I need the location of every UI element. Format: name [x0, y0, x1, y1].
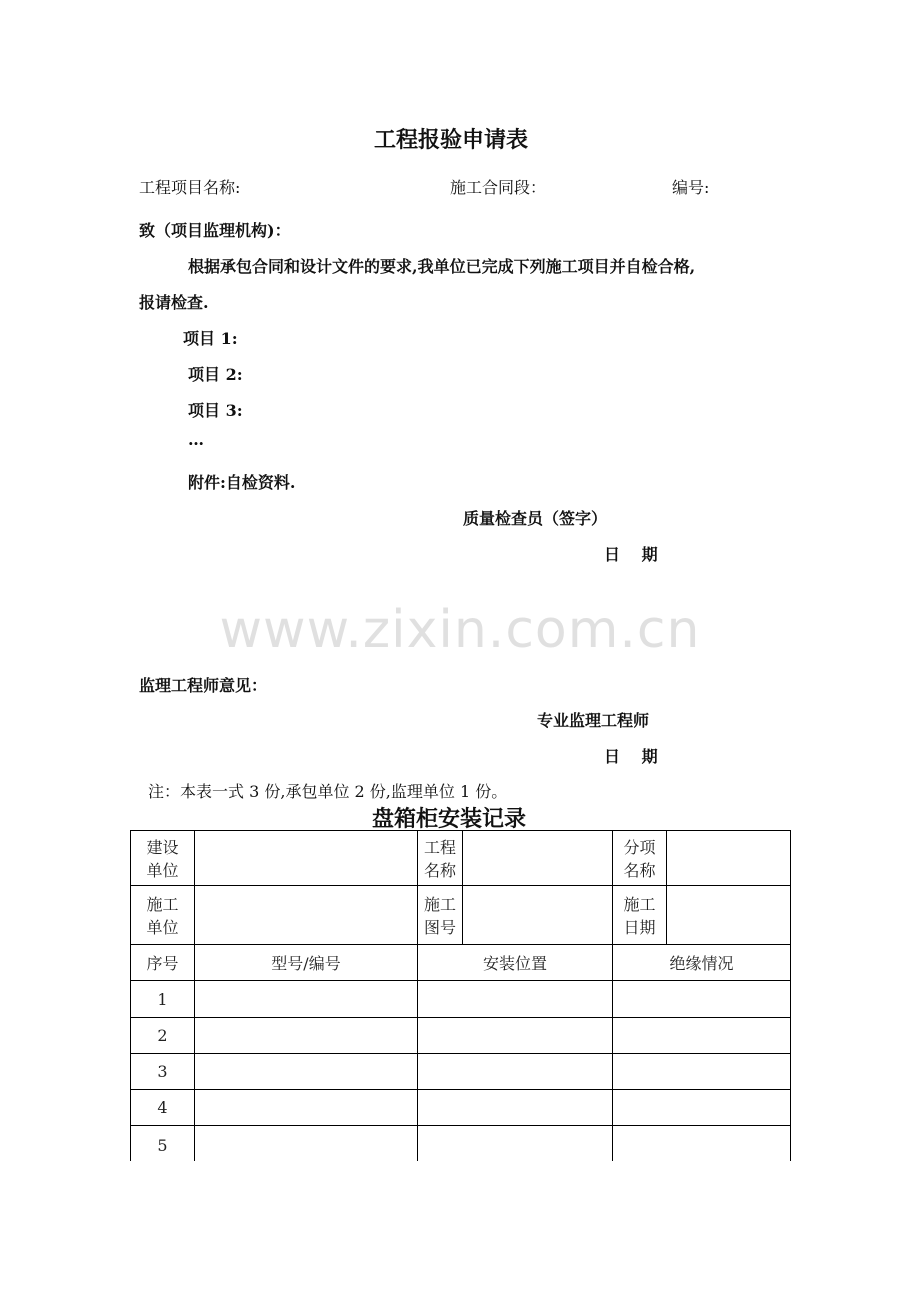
record-title: 盘箱柜安装记录: [372, 806, 527, 832]
project-name-label: 工程项目名称:: [139, 178, 241, 197]
row-number: 2: [131, 1018, 195, 1054]
drawing-number-value[interactable]: [463, 886, 613, 945]
insulation-cell[interactable]: [613, 1018, 791, 1054]
col-header-model: 型号/编号: [195, 945, 418, 981]
inspector-signature-label: 质量检查员（签字）: [463, 509, 608, 528]
location-cell[interactable]: [418, 1018, 613, 1054]
table-row: [131, 1054, 791, 1090]
table-row: [131, 1126, 791, 1166]
supervisor-signature-label: 专业监理工程师: [537, 711, 650, 730]
watermark: www.zixin.com.cn: [219, 600, 701, 660]
insulation-cell[interactable]: [613, 1126, 791, 1166]
project-name-cell-label: 工程 名称: [418, 831, 463, 886]
insulation-cell[interactable]: [613, 1090, 791, 1126]
table-row: [131, 1018, 791, 1054]
model-cell[interactable]: [195, 1090, 418, 1126]
model-cell[interactable]: [195, 981, 418, 1018]
inspector-date-label: 日 期: [604, 545, 658, 564]
page-bottom-margin: [0, 1161, 920, 1302]
col-header-insulation: 绝缘情况: [613, 945, 791, 981]
model-cell[interactable]: [195, 1126, 418, 1166]
sub-item-name-value[interactable]: [667, 831, 791, 886]
col-header-location: 安装位置: [418, 945, 613, 981]
table-row: [131, 981, 791, 1018]
item-1-label: 项目 1:: [183, 329, 238, 348]
more-items-ellipsis: …: [188, 430, 204, 449]
row-number: 5: [131, 1126, 195, 1166]
model-cell[interactable]: [195, 1018, 418, 1054]
column-header-row: [131, 945, 791, 981]
build-date-value[interactable]: [667, 886, 791, 945]
project-name-value[interactable]: [463, 831, 613, 886]
header-row-1: [131, 831, 791, 886]
form-title: 工程报验申请表: [374, 127, 529, 153]
insulation-cell[interactable]: [613, 981, 791, 1018]
col-header-seq: 序号: [131, 945, 195, 981]
table-row: [131, 1090, 791, 1126]
row-number: 1: [131, 981, 195, 1018]
item-2-label: 项目 2:: [188, 365, 243, 384]
request-body-line-1: 根据承包合同和设计文件的要求,我单位已完成下列施工项目并自检合格,: [188, 257, 696, 276]
location-cell[interactable]: [418, 1054, 613, 1090]
insulation-cell[interactable]: [613, 1054, 791, 1090]
attachment-label: 附件:自检资料.: [188, 473, 296, 492]
row-number: 4: [131, 1090, 195, 1126]
serial-number-label: 编号:: [672, 178, 710, 197]
build-date-label: 施工 日期: [613, 886, 667, 945]
copies-note: 注：本表一式 3 份,承包单位 2 份,监理单位 1 份。: [148, 782, 508, 801]
row-number: 3: [131, 1054, 195, 1090]
builder-unit-label: 施工 单位: [131, 886, 195, 945]
request-body-line-2: 报请检查.: [139, 293, 209, 312]
model-cell[interactable]: [195, 1054, 418, 1090]
construction-unit-value[interactable]: [195, 831, 418, 886]
sub-item-name-label: 分项 名称: [613, 831, 667, 886]
location-cell[interactable]: [418, 1090, 613, 1126]
drawing-number-label: 施工 图号: [418, 886, 463, 945]
supervisor-date-label: 日 期: [604, 747, 658, 766]
location-cell[interactable]: [418, 981, 613, 1018]
location-cell[interactable]: [418, 1126, 613, 1166]
header-row-2: [131, 886, 791, 945]
item-3-label: 项目 3:: [188, 401, 243, 420]
addressee-label: 致（项目监理机构)：: [139, 221, 291, 240]
builder-unit-value[interactable]: [195, 886, 418, 945]
installation-record-table: [130, 830, 791, 1166]
construction-unit-label: 建设 单位: [131, 831, 195, 886]
contract-section-label: 施工合同段：: [450, 178, 547, 197]
supervisor-opinion-label: 监理工程师意见：: [139, 676, 268, 695]
